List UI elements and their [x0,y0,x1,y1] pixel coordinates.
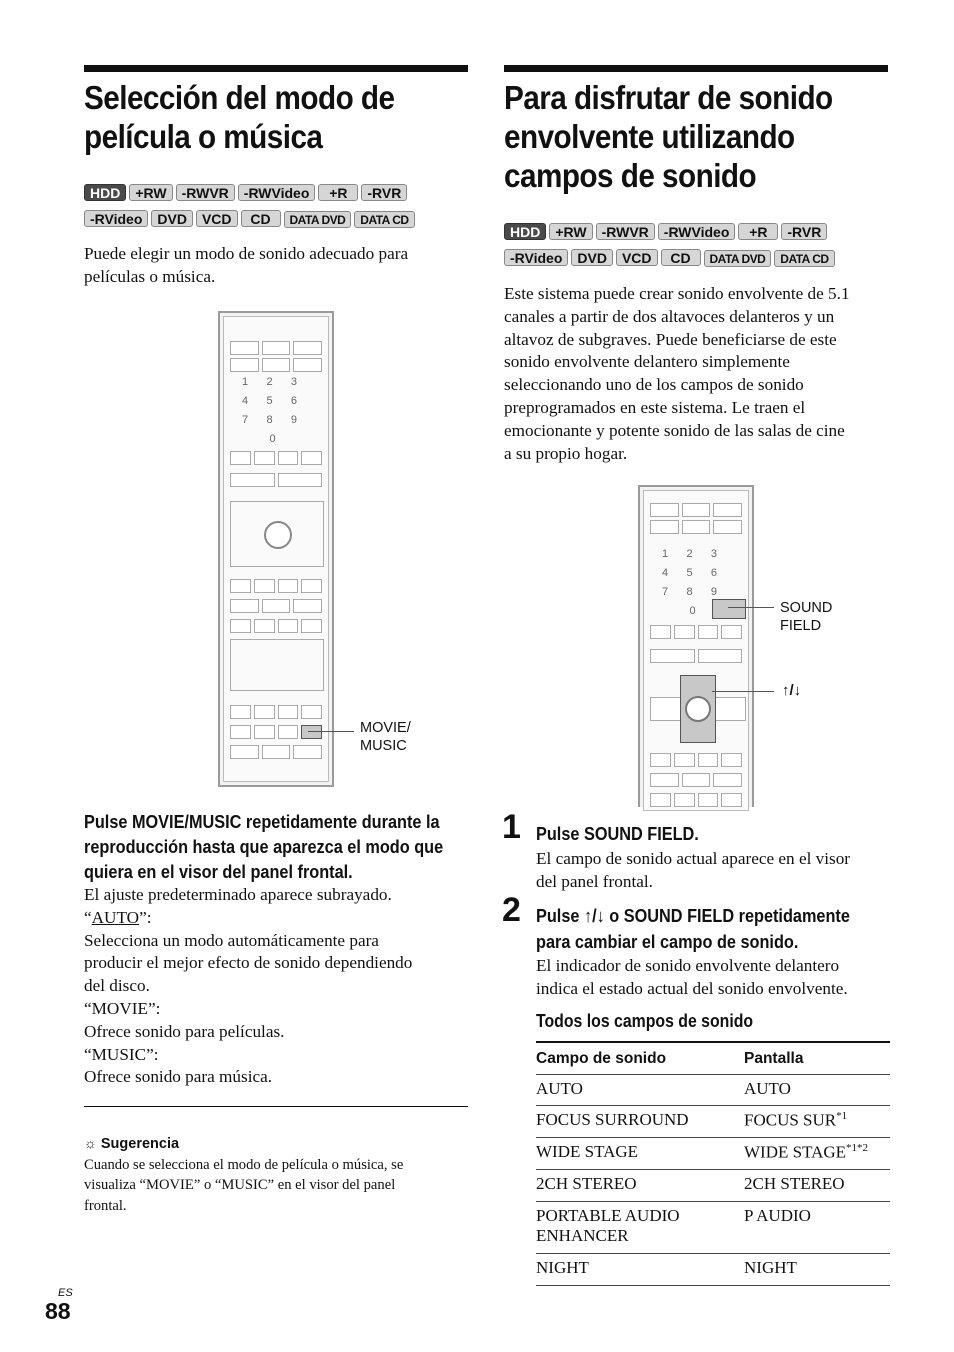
arrows-callout-line [712,691,774,692]
step1-number: 1 [502,808,521,846]
left-instruction: Pulse MOVIE/MUSIC repetidamente durante la reproducción hasta que aparezca el modo que quiera en el visor del panel frontal. [84,811,444,882]
disc-badge: HDD [504,223,546,240]
disc-badge: +R [318,184,358,201]
table-row: WIDE STAGE WIDE $STAGE^{*1*2}$ [536,1138,890,1170]
disc-badge: CD [241,210,281,227]
left-disc-badges [84,184,474,229]
superscript-cell: WIDE $STAGE^{*1*2}$ [744,1138,890,1170]
disc-badge: DATA DVD [704,250,772,267]
left-title-rule [84,65,468,72]
right-title: Para disfrutar de sonido envolvente utilizando campos de sonido [504,79,833,194]
hint-block: ☼ Sugerencia Cuando se selecciona el modo de película o música, se visualiza “MOVIE” o “MUSIC” en el visor del panel frontal. [84,1135,404,1214]
disc-badge: -RVideo [504,249,568,266]
hint-rule [84,1106,468,1107]
disc-badge: -RVR [361,184,407,201]
remote-illustration-left: 1 2 3 4 5 6 7 8 9 0 [218,311,334,787]
table-row: 2CH STEREO 2CH STEREO [536,1170,890,1202]
disc-badge: DVD [571,249,613,266]
sound-field-key [712,599,746,619]
sound-field-callout-line [728,607,774,608]
lightbulb-icon: ☼ [84,1135,97,1151]
disc-badge: -RWVideo [658,223,736,240]
step1-body: El campo de sonido actual aparece en el visor del panel frontal. [536,849,851,891]
table-header-field: Campo de sonido [536,1049,667,1067]
right-title-rule [504,65,888,72]
table-row: NIGHT NIGHT [536,1254,890,1286]
disc-badge: DATA CD [774,250,834,267]
disc-badge: -RWVideo [238,184,316,201]
right-disc-badges [504,223,894,268]
disc-badge: VCD [616,249,658,266]
up-down-arrow-icon: ↑/↓ [782,682,802,699]
step2-body: El indicador de sonido envolvente delantero indica el estado actual del sonido envolvente. [536,956,848,998]
disc-badge: +R [738,223,778,240]
table-row: FOCUS SURROUND FOCUS SUR$^{*1}$ [536,1106,890,1138]
movie-music-callout-line [308,731,354,732]
disc-badge: -RWVR [596,223,655,240]
left-body: El ajuste predeterminado aparece subrayado. “AUTO”: Selecciona un modo automáticamente para producir el mejor efecto de sonido dependiendo del disco. “MOVIE”: Ofrece sonido para películas. “MUSIC”: Ofrece sonido para música. [84,885,413,1087]
disc-badge: -RVR [781,223,827,240]
right-intro: Este sistema puede crear sonido envolvente de 5.1 canales a partir de dos altavoces delanteros y un altavoz de subgraves. Puede beneficiarse de este sonido envolvente delantero simplemente seleccionando uno de los campos de sonido preprogramados en este sistema. Le traen el emocionante y potente sonido de las salas de cine a su propio hogar. [504,284,850,463]
table-row: PORTABLE AUDIO ENHANCER P AUDIO [536,1202,890,1254]
movie-music-callout-label: MOVIE/ MUSIC [360,720,411,754]
step2-title: Pulse ↑/↓ o SOUND FIELD repetidamente para cambiar el campo de sonido. [536,905,850,952]
sound-field-callout-label: SOUND FIELD [780,600,833,634]
disc-badge: -RWVR [176,184,235,201]
step1-title: Pulse SOUND FIELD. [536,823,699,844]
footer-lang: ES [58,1287,73,1299]
table-row: AUTO AUTO [536,1075,890,1106]
left-intro: Puede elegir un modo de sonido adecuado para películas o música. [84,244,409,286]
remote-illustration-right: 1 2 3 4 5 6 7 8 9 0 [638,485,754,807]
page-number: 88 [45,1298,71,1324]
sound-fields-table [536,1041,890,1286]
disc-badge: DATA DVD [284,211,352,228]
superscript-cell: FOCUS SUR$^{*1}$ [744,1106,890,1138]
table-header-display: Pantalla [744,1049,804,1067]
disc-badge: HDD [84,184,126,201]
disc-badge: +RW [549,223,592,240]
disc-badge: +RW [129,184,172,201]
left-title: Selección del modo de película o música [84,79,395,155]
disc-badge: CD [661,249,701,266]
disc-badge: DVD [151,210,193,227]
disc-badge: -RVideo [84,210,148,227]
disc-badge: DATA CD [354,211,414,228]
disc-badge: VCD [196,210,238,227]
step2-number: 2 [502,891,521,929]
table-title: Todos los campos de sonido [536,1011,754,1031]
